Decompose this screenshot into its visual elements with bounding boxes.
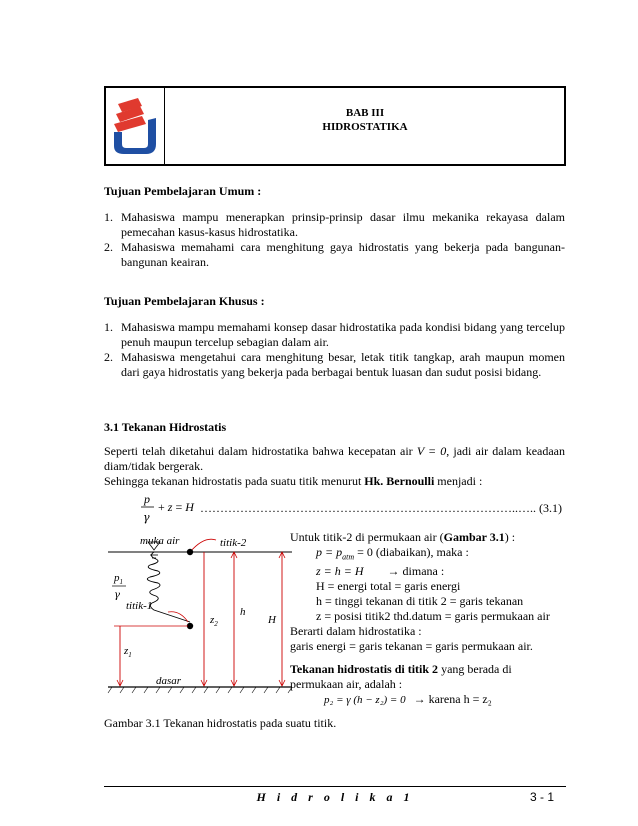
list-number: 2. xyxy=(104,240,113,254)
hydrostatic-diagram xyxy=(104,530,294,698)
svg-text:+ z = H: + z = H xyxy=(158,500,194,514)
right-line-4: H = energi total = garis energi xyxy=(316,579,461,594)
text-span: , jadi air dalam keadaan diam/tidak bergerak. xyxy=(104,444,566,473)
titik-1-label: titik-1 xyxy=(126,600,153,612)
right-line-7: Berarti dalam hidrostatika : xyxy=(290,624,422,639)
svg-text:p: p xyxy=(144,492,150,506)
list-number: 1. xyxy=(104,320,113,334)
z1-label: z xyxy=(124,645,129,657)
tpk-item-2 xyxy=(104,350,565,380)
right-column xyxy=(290,530,566,708)
dasar-label: dasar xyxy=(156,675,182,687)
institution-logo xyxy=(112,96,158,156)
svg-text:γ: γ xyxy=(143,511,150,524)
equation-formula xyxy=(140,491,200,525)
footer-line xyxy=(104,786,566,787)
z2-label: z xyxy=(210,614,215,626)
tpk-heading: Tujuan Pembelajaran Khusus : xyxy=(104,294,265,308)
svg-text:z2: $z_2$ xyxy=(210,614,218,628)
header-divider xyxy=(164,88,165,164)
list-text: Mahasiswa mengetahui cara menghitung besar, letak titik tangkap, arah maupun momen dari gaya hidrostatis yang bekerja pada berbagai bentuk luasan dan sudut posisi bidang. xyxy=(121,350,565,379)
velocity-value: V = 0 xyxy=(416,444,447,458)
titik-2-label: titik-2 xyxy=(220,537,247,549)
tpu-heading: Tujuan Pembelajaran Umum : xyxy=(104,184,262,198)
list-text: Mahasiswa memahami cara menghitung gaya hidrostatis yang bekerja pada bangunan-bangunan keairan. xyxy=(121,240,565,269)
header-box xyxy=(104,86,566,166)
bernoulli-law: Hk. Bernoulli xyxy=(364,474,435,488)
figure-caption: Gambar 3.1 Tekanan hidrostatis pada suatu titik. xyxy=(104,716,337,730)
right-line-3: z = h = H → dimana : xyxy=(316,564,445,579)
equation-dots: ……………………………………………………………………..….. (3.1) xyxy=(200,501,562,515)
list-text: Mahasiswa mampu memahami konsep dasar hidrostatika pada kondisi bidang yang tercelup penuh maupun tercelup sebagian dalam air. xyxy=(121,320,565,349)
header-text xyxy=(166,106,564,134)
tpu-item-1 xyxy=(104,210,565,240)
p1-label: p xyxy=(114,572,120,584)
footer-title: H i d r o l i k a 1 xyxy=(256,790,414,804)
tpk-item-1 xyxy=(104,320,565,350)
H-label: H xyxy=(268,614,276,626)
right-line-9: Tekanan hidrostatis di titik 2 yang berada di xyxy=(290,662,512,677)
text-span: Seperti telah diketahui dalam hidrostatika bahwa kecepatan air xyxy=(104,444,417,458)
titik-2-point xyxy=(187,549,193,555)
list-number: 1. xyxy=(104,210,113,224)
equation-3-1 xyxy=(140,491,565,525)
chapter-title: HIDROSTATIKA xyxy=(322,121,408,133)
text-span: menjadi : xyxy=(434,474,483,488)
right-line-6: z = posisi titik2 thd.datum = garis permukaan air xyxy=(316,609,550,624)
titik2-leader xyxy=(190,539,216,552)
svg-text:p1: $p_1$ xyxy=(114,572,123,586)
right-line-10: permukaan air, adalah : xyxy=(290,677,403,692)
page-number: 3 - 1 xyxy=(530,790,555,804)
section-paragraph xyxy=(104,444,565,489)
gamma-label: γ xyxy=(114,590,120,601)
text-span: Sehingga tekanan hidrostatis pada suatu titik menurut xyxy=(104,474,365,488)
tpu-item-2 xyxy=(104,240,565,270)
list-text: Mahasiswa mampu menerapkan prinsip-prinsip dasar ilmu mekanika rekayasa dalam pemecahan kasus-kasus hidrostatika. xyxy=(121,210,565,239)
chapter-label: BAB III xyxy=(345,107,385,119)
section-heading: 3.1 Tekanan Hidrostatis xyxy=(104,420,227,434)
right-line-2: $p = p_{atm} = 0$ (diabaikan), maka : xyxy=(316,545,469,562)
right-line-5: h = tinggi tekanan di titik 2 = garis tekanan xyxy=(316,594,524,609)
right-line-8: garis energi = garis tekanan = garis permukaan air. xyxy=(290,639,533,654)
list-number: 2. xyxy=(104,350,113,364)
right-line-1: Untuk titik-2 di permukaan air (Gambar 3.1) : xyxy=(290,530,516,544)
svg-text:z1: $z_1$ xyxy=(124,645,132,659)
muka-air-label: muka air xyxy=(140,535,180,547)
h-label: h xyxy=(240,606,246,618)
right-line-11: p₂ = γ (h − z₂) = 0 → karena h = z₂ xyxy=(324,692,492,707)
